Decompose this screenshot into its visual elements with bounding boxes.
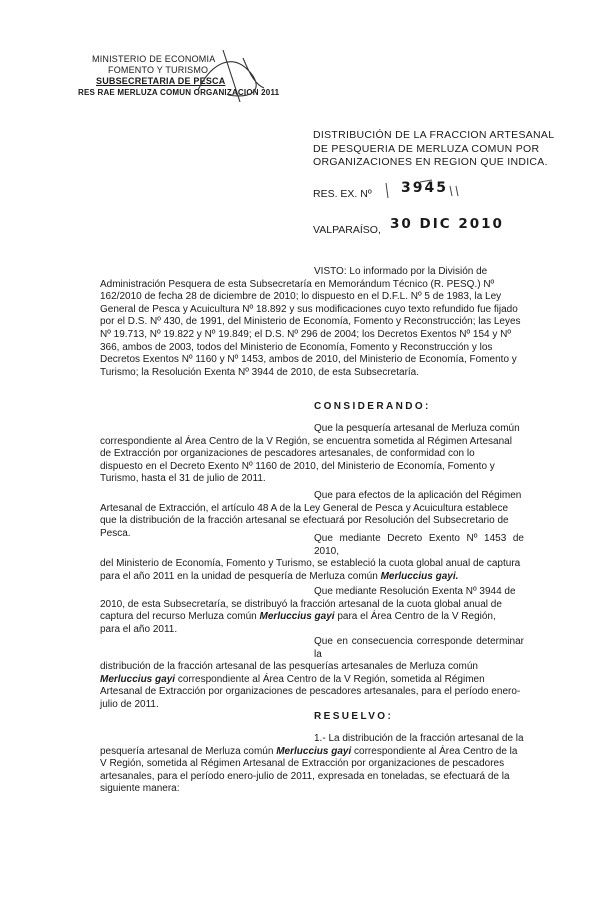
- header-reference: RES RAE MERLUZA COMUN ORGANIZACION 2011: [78, 88, 280, 97]
- visto-line: VISTO: Lo informado por la División de: [314, 266, 488, 277]
- considerando-paragraph-3: [100, 533, 524, 583]
- paragraph-line: Pesca.: [100, 527, 131, 539]
- paragraph-text: para el Área Centro de la V Región,: [337, 611, 496, 623]
- header-ministry: MINISTERIO DE ECONOMIA: [92, 54, 216, 64]
- visto-line: Turismo; la Resolución Exenta Nº 3944 de 2010, de esta Subsecretaría.: [100, 366, 420, 378]
- paragraph-line: [100, 746, 524, 759]
- header-subsecretaria: SUBSECRETARIA DE PESCA: [96, 76, 226, 86]
- paragraph-text: correspondiente al Área Centro de la V Región, sometida al Régimen: [177, 673, 485, 685]
- resolution-number: 3945: [401, 180, 448, 196]
- handwritten-initials: [188, 40, 268, 110]
- species-name: Merluccius gayi.: [380, 570, 459, 582]
- paragraph-line: [100, 674, 524, 687]
- visto-line: Administración Pesquera de esta Subsecretaría en Memorándum Técnico (R. PESQ.) Nº: [100, 278, 495, 290]
- species-name: Merluccius gayi: [100, 673, 176, 685]
- paragraph-text: pesquería artesanal de Merluza común: [100, 745, 274, 757]
- paragraph-line: V Región, sometida al Régimen Artesanal de Extracción por organizaciones de pescadores: [100, 758, 505, 770]
- resolution-label: RES. EX. Nº: [313, 188, 372, 200]
- visto-line: 366, ambos de 2003, todos del Ministerio de Economía, Fomento y Reconstrucción y los: [100, 341, 493, 353]
- considerando-paragraph-5: [100, 636, 524, 712]
- title-line-3: ORGANIZACIONES EN REGION QUE INDICA.: [313, 156, 548, 168]
- place-label: VALPARAÍSO,: [313, 224, 381, 236]
- resolution-date: 30 DIC 2010: [390, 216, 504, 232]
- paragraph-line: Que mediante Decreto Exento Nº 1453 de 2010,: [314, 533, 524, 557]
- species-name: Merluccius gayi: [276, 745, 352, 757]
- title-line-1: DISTRIBUCIÓN DE LA FRACCION ARTESANAL: [313, 129, 555, 141]
- paragraph-text: captura del recurso Merluza común: [100, 611, 257, 623]
- visto-line: General de Pesca y Acuicultura Nº 18.892 y sus modificaciones cuyo texto refundido fue fijado: [100, 303, 518, 315]
- paragraph-line: distribución de la fracción artesanal de las pesquerías artesanales de Merluza común: [100, 661, 478, 673]
- paragraph-line: dispuesto en el Decreto Exento Nº 1160 de 2010, del Ministerio de Economía, Fomento y: [100, 460, 495, 472]
- paragraph-text: para el año 2011 en la unidad de pesquería de Merluza común: [100, 570, 378, 582]
- paragraph-line: [100, 571, 524, 584]
- paragraph-line: Que para efectos de la aplicación del Régimen: [314, 490, 522, 501]
- paragraph-line: 2010, de esta Subsecretaría, se distribuyó la fracción artesanal de la cuota global anual de: [100, 598, 502, 610]
- header-ministry-sub: FOMENTO Y TURISMO: [108, 65, 209, 75]
- paragraph-line: de Extracción por organizaciones de pescadores artesanales, de conformidad con lo: [100, 448, 475, 460]
- title-line-2: DE PESQUERIA DE MERLUZA COMUN POR: [313, 142, 540, 155]
- paragraph-line: para el año 2011.: [100, 623, 178, 635]
- paragraph-line: artesanales, para el período enero-julio de 2011, expresada en toneladas, se efectuará de la: [100, 770, 510, 782]
- species-name: Merluccius gayi: [259, 611, 335, 623]
- visto-line: Decretos Exentos Nº 1160 y Nº 1453, ambos de 2010, del Ministerio de Economía, Fomento y: [100, 354, 517, 366]
- stamp-marks: [380, 178, 460, 203]
- paragraph-line: 1.- La distribución de la fracción artesanal de la: [314, 733, 524, 744]
- paragraph-line: siguiente manera:: [100, 783, 180, 795]
- visto-line: por el D.S. Nº 430, de 1991, del Ministerio de Economía, Fomento y Reconstrucción; las Leyes: [100, 316, 521, 328]
- paragraph-line: [100, 611, 524, 624]
- document-title: [313, 129, 554, 170]
- paragraph-text: correspondiente al Área Centro de la: [354, 745, 518, 757]
- considerando-heading: CONSIDERANDO:: [314, 401, 431, 412]
- paragraph-line: Que en consecuencia corresponde determinar la: [314, 636, 524, 660]
- paragraph-line: Que mediante Resolución Exenta Nº 3944 de: [314, 586, 516, 597]
- paragraph-line: Artesanal de Extracción por organizaciones de pescadores artesanales, para el período enero-: [100, 686, 521, 698]
- visto-line: Nº 19.713, Nº 19.822 y Nº 19.849; el D.S. Nº 296 de 2004; los Decretos Exentos Nº 154 y Nº: [100, 328, 512, 340]
- resuelvo-paragraph-1: [100, 733, 524, 796]
- paragraph-line: Que la pesquería artesanal de Merluza común: [314, 423, 520, 434]
- paragraph-line: julio de 2011.: [100, 698, 159, 710]
- paragraph-line: correspondiente al Área Centro de la V Región, se encuentra sometida al Régimen Artesanal: [100, 435, 512, 447]
- paragraph-line: del Ministerio de Economía, Fomento y Turismo, se estableció la cuota global anual de captura: [100, 558, 521, 570]
- visto-section: [100, 266, 524, 379]
- paragraph-line: que la distribución de la fracción artesanal se efectuará por Resolución del Subsecretario de: [100, 515, 509, 527]
- resuelvo-heading: RESUELVO:: [314, 711, 394, 722]
- considerando-paragraph-4: [100, 586, 524, 636]
- paragraph-line: Turismo, hasta el 31 de julio de 2011.: [100, 473, 266, 485]
- paragraph-line: Artesanal de Extracción, el artículo 48 A de la Ley General de Pesca y Acuicultura establece: [100, 502, 509, 514]
- considerando-paragraph-1: [100, 423, 524, 486]
- visto-line: 162/2010 de fecha 28 de diciembre de 2010; lo dispuesto en el D.F.L. Nº 5 de 1983, la Ley: [100, 291, 502, 303]
